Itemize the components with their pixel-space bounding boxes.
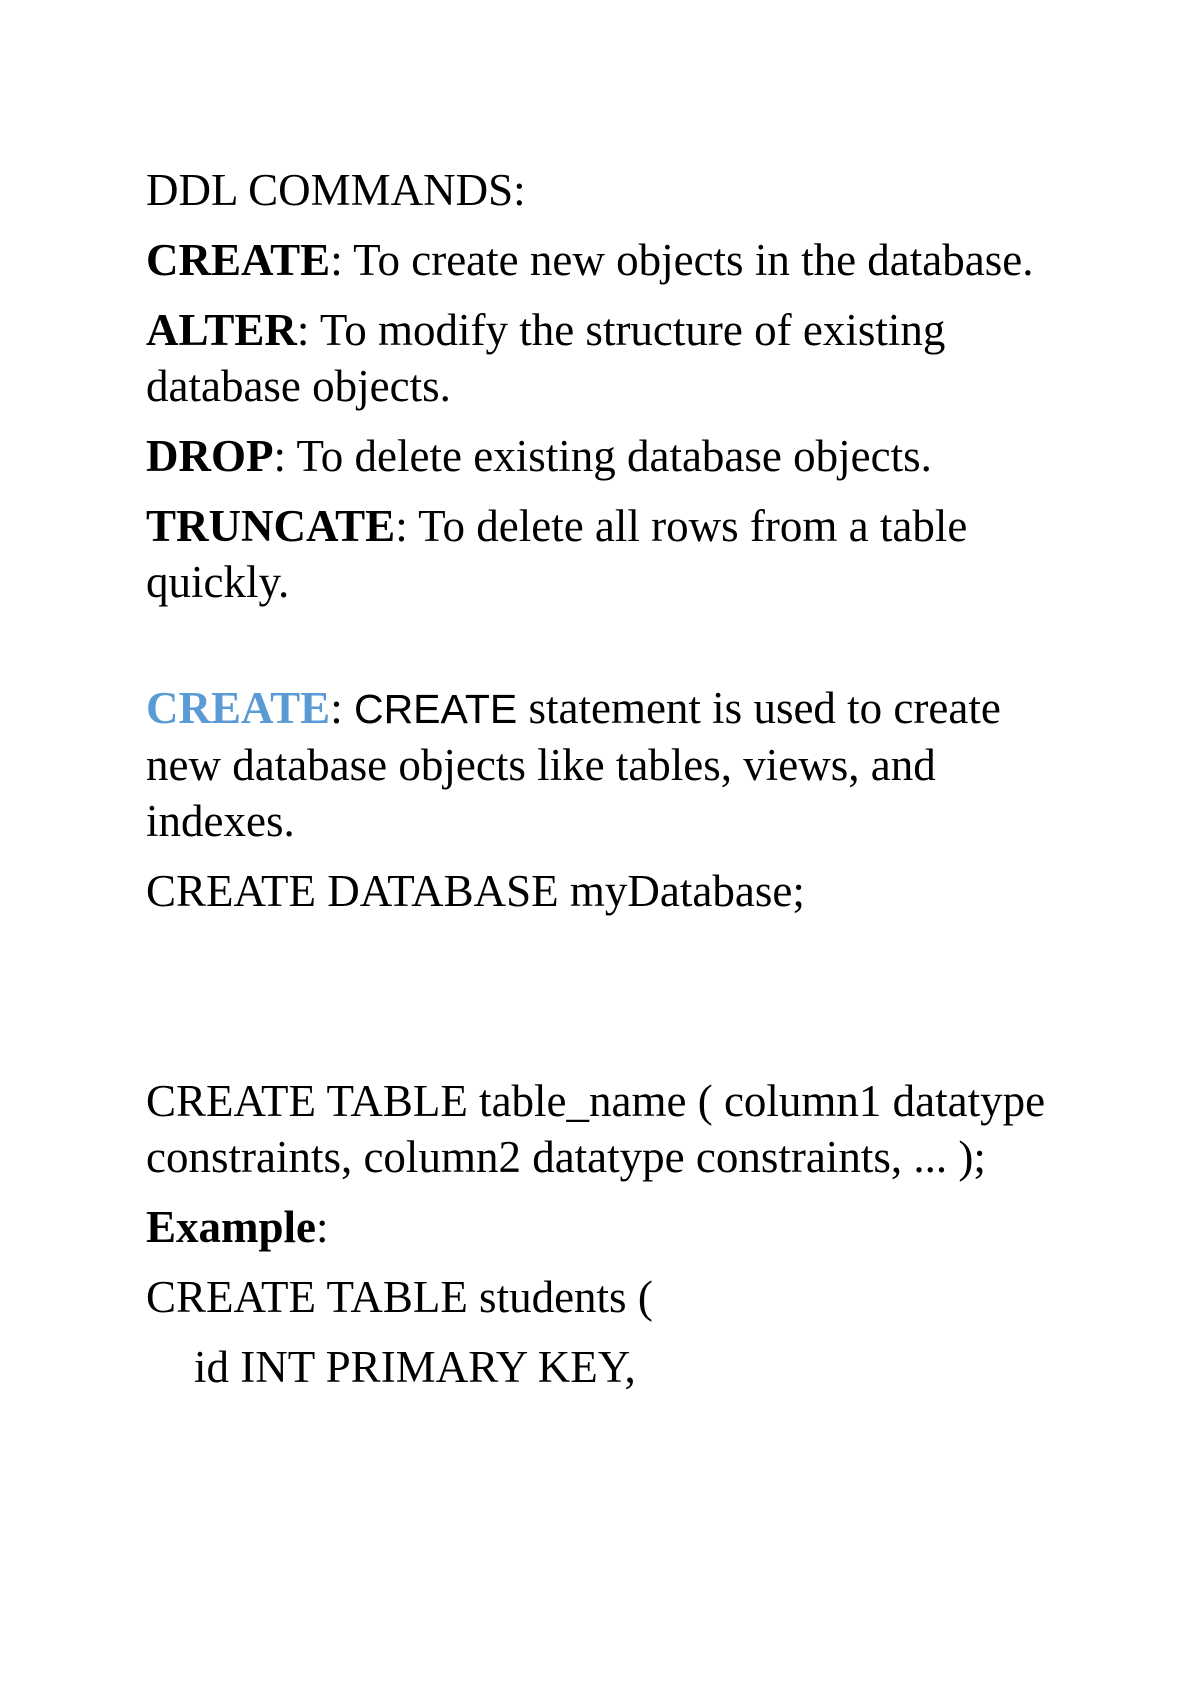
- example-code-line-1: CREATE TABLE students (: [146, 1272, 653, 1322]
- spacer: [146, 933, 1066, 1073]
- create-description: [146, 680, 1066, 849]
- definition-text: To modify the structure of existing database objects.: [146, 305, 946, 411]
- example-code-line-2: id INT PRIMARY KEY,: [194, 1342, 636, 1392]
- create-table-syntax: CREATE TABLE table_name ( column1 datatype constraints, column2 datatype constraints, ... );: [146, 1076, 1046, 1182]
- create-description-text: statement is used to create new database objects like tables, views, and indexes.: [146, 683, 1001, 846]
- create-heading-term: CREATE: [146, 683, 331, 733]
- term-truncate: TRUNCATE: [146, 501, 396, 551]
- definition-text: To delete existing database objects.: [286, 431, 932, 481]
- term-separator: :: [330, 683, 354, 733]
- definition-text: To create new objects in the database.: [342, 235, 1034, 285]
- term-alter: ALTER: [146, 305, 297, 355]
- definition-alter: [146, 302, 1066, 414]
- definition-text: To delete all rows from a table quickly.: [146, 501, 968, 607]
- term-separator: :: [395, 501, 408, 551]
- definition-drop: [146, 428, 1066, 484]
- term-separator: :: [273, 431, 287, 481]
- spacer: [146, 624, 1066, 680]
- term-drop: DROP: [146, 431, 274, 481]
- example-label: Example: [146, 1202, 317, 1252]
- definition-create: [146, 232, 1066, 288]
- example-label-line: [146, 1199, 1066, 1255]
- section-heading: DDL COMMANDS:: [146, 165, 526, 215]
- term-create: CREATE: [146, 235, 331, 285]
- create-keyword: CREATE: [353, 686, 518, 732]
- create-database-example: CREATE DATABASE myDatabase;: [146, 866, 805, 916]
- definition-truncate: [146, 498, 1066, 610]
- document-body: [146, 162, 1066, 1409]
- term-separator: :: [296, 305, 310, 355]
- term-separator: :: [330, 235, 343, 285]
- example-separator: :: [316, 1202, 329, 1252]
